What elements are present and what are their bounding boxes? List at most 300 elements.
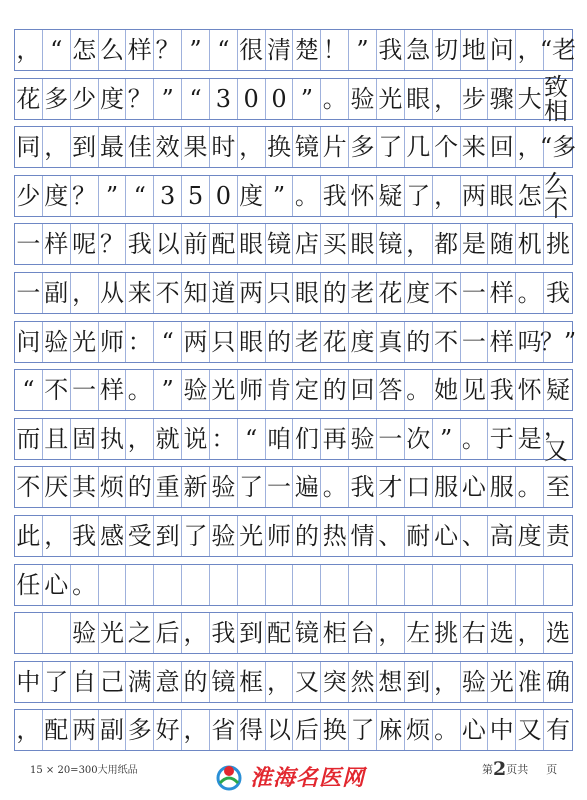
grid-cell: 镜 — [377, 224, 405, 264]
grid-cell: 样 — [126, 30, 154, 70]
grid-cell: 突 — [321, 662, 349, 702]
grid-cell: 是 — [516, 419, 544, 459]
grid-cell: 么 — [99, 30, 127, 70]
grid-cell: 于 — [488, 419, 516, 459]
grid-cell: “ — [182, 79, 210, 119]
grid-cell: 厌 — [43, 467, 71, 507]
grid-cell: 选 — [545, 619, 570, 648]
grid-cell: ， — [71, 273, 99, 313]
grid-cell: 花 — [377, 273, 405, 313]
grid-cell: 配 — [266, 613, 294, 653]
grid-cell: 不 — [43, 370, 71, 410]
grid-cell: 来 — [126, 273, 154, 313]
grid-cell: ， — [266, 662, 294, 702]
grid-cell: ，又 — [544, 412, 569, 465]
grid-cell: 疑 — [377, 176, 405, 216]
grid-cell: 有 — [545, 716, 570, 745]
grid-cell: 0 — [238, 79, 266, 119]
grid-cell: 心 — [461, 710, 489, 750]
grid-cell: 切 — [433, 30, 461, 70]
grid-cell: 满 — [126, 662, 154, 702]
grid-cell: 了 — [43, 662, 71, 702]
grid-cell: 。 — [405, 370, 433, 410]
grid-cell: 情 — [349, 516, 377, 556]
grid-cell: 回 — [349, 370, 377, 410]
grid-cell: 到 — [71, 127, 99, 167]
grid-cell — [210, 565, 238, 605]
grid-cell: 一 — [266, 467, 294, 507]
grid-cell: 重 — [154, 467, 182, 507]
grid-cell: 此 — [15, 516, 43, 556]
page-indicator — [482, 758, 557, 780]
grid-cell: 镜 — [210, 662, 238, 702]
grid-cell — [266, 565, 294, 605]
grid-cell: ， — [516, 127, 544, 167]
grid-cell: 固 — [71, 419, 99, 459]
grid-cell: 验 — [182, 370, 210, 410]
grid-row — [14, 709, 573, 751]
grid-cell: 眼 — [488, 176, 516, 216]
grid-cell: 师 — [266, 516, 294, 556]
grid-cell: “ — [15, 370, 43, 410]
grid-cell: 时 — [210, 127, 238, 167]
grid-cell: 口 — [405, 467, 433, 507]
grid-cell: 验 — [210, 516, 238, 556]
grid-cell: 遍 — [293, 467, 321, 507]
grid-cell: 。 — [516, 273, 544, 313]
grid-cell: 多 — [43, 79, 71, 119]
grid-cell: 来 — [461, 127, 489, 167]
grid-cell: 的 — [405, 322, 433, 362]
grid-cell: 怎 — [71, 30, 99, 70]
grid-cell: 后 — [154, 613, 182, 653]
grid-cell: 。 — [321, 467, 349, 507]
grid-cell: 准 — [516, 662, 544, 702]
grid-cell: 一 — [377, 419, 405, 459]
grid-row — [14, 29, 577, 71]
grid-cell: 镜 — [266, 224, 294, 264]
grid-cell: ： — [210, 419, 238, 459]
grid-cell: ， — [43, 127, 71, 167]
grid-cell: 0 — [266, 79, 294, 119]
grid-cell: ！ — [321, 30, 349, 70]
grid-cell: ” — [349, 30, 377, 70]
grid-cell: 验 — [43, 322, 71, 362]
grid-cell: 她 — [433, 370, 461, 410]
grid-cell: 少 — [71, 79, 99, 119]
grid-cell: 只 — [210, 322, 238, 362]
grid-cell: 急 — [405, 30, 433, 70]
grid-cell: 镜 — [293, 127, 321, 167]
grid-cell: 换 — [321, 710, 349, 750]
grid-cell: 两 — [182, 322, 210, 362]
grid-cell: 不 — [433, 322, 461, 362]
grid-cell: 不 — [154, 273, 182, 313]
grid-cell: 光 — [210, 370, 238, 410]
grid-cell: 的 — [266, 322, 294, 362]
grid-cell: 验 — [349, 79, 377, 119]
grid-cell: 致相 — [544, 72, 569, 125]
grid-cell: 3 — [210, 79, 238, 119]
grid-cell: 验 — [71, 613, 99, 653]
grid-cell: 了 — [238, 467, 266, 507]
grid-cell: 服 — [433, 467, 461, 507]
grid-cell: 后 — [293, 710, 321, 750]
grid-cell: 镜 — [293, 613, 321, 653]
grid-cell: 果 — [182, 127, 210, 167]
grid-cell: 的 — [321, 370, 349, 410]
grid-cell: ， — [405, 224, 433, 264]
grid-row — [14, 515, 573, 557]
grid-cell: 老 — [293, 322, 321, 362]
grid-cell: 师 — [238, 370, 266, 410]
grid-cell: 挑 — [433, 613, 461, 653]
grid-cell: 度 — [43, 176, 71, 216]
grid-row — [14, 272, 573, 314]
grid-cell: 吗 — [516, 322, 544, 362]
grid-cell: 不 — [15, 467, 43, 507]
grid-cell: 且 — [43, 419, 71, 459]
grid-cell: 新 — [182, 467, 210, 507]
grid-cell: 换 — [266, 127, 294, 167]
grid-cell: 、 — [461, 516, 489, 556]
grid-cell: “ — [126, 176, 154, 216]
grid-cell: 的 — [126, 467, 154, 507]
grid-cell: 呢 — [71, 224, 99, 264]
grid-cell: 样 — [43, 224, 71, 264]
grid-cell: ” — [293, 79, 321, 119]
grid-cell: “ — [210, 30, 238, 70]
grid-cell: 选 — [488, 613, 516, 653]
grid-cell: 又 — [516, 710, 544, 750]
grid-cell: 眼 — [349, 224, 377, 264]
grid-cell: ， — [516, 613, 544, 653]
grid-cell: 样 — [99, 370, 127, 410]
grid-cell: 心 — [43, 565, 71, 605]
grid-cell: 我 — [545, 279, 570, 307]
grid-cell: ， — [433, 662, 461, 702]
grid-cell: 两 — [238, 273, 266, 313]
grid-cell: 是 — [461, 224, 489, 264]
grid-cell: 随 — [488, 224, 516, 264]
grid-cell: 问 — [488, 30, 516, 70]
grid-cell: 度 — [516, 516, 544, 556]
grid-cell: 了 — [377, 127, 405, 167]
grid-cell: 光 — [99, 613, 127, 653]
grid-cell: 从 — [99, 273, 127, 313]
grid-cell: ， — [15, 30, 43, 70]
grid-cell: ， — [433, 79, 461, 119]
grid-cell: 框 — [238, 662, 266, 702]
grid-cell: 怀 — [349, 176, 377, 216]
grid-cell — [293, 565, 321, 605]
grid-cell: ？” — [539, 327, 577, 356]
grid-cell: 验 — [461, 662, 489, 702]
grid-cell: 很 — [238, 30, 266, 70]
grid-row — [14, 466, 573, 508]
grid-row — [14, 72, 573, 125]
grid-cell: 确 — [545, 667, 570, 696]
grid-cell: ， — [238, 127, 266, 167]
grid-cell — [126, 565, 154, 605]
grid-cell: 配 — [210, 224, 238, 264]
grid-cell: ， — [15, 710, 43, 750]
page-prefix: 第 — [482, 763, 493, 776]
grid-cell: ： — [126, 322, 154, 362]
grid-cell: 光 — [377, 79, 405, 119]
page-number: 2 — [493, 758, 507, 780]
grid-cell: 一 — [71, 370, 99, 410]
grid-cell: 两 — [71, 710, 99, 750]
grid-cell: 责 — [545, 522, 570, 550]
grid-cell — [516, 565, 544, 605]
page-mid: 页共 — [506, 763, 529, 776]
grid-cell: 的 — [293, 516, 321, 556]
grid-cell: 才 — [377, 467, 405, 507]
grid-cell: 得 — [238, 710, 266, 750]
grid-cell: 柜 — [321, 613, 349, 653]
grid-cell: ” — [99, 176, 127, 216]
grid-cell — [349, 565, 377, 605]
grid-cell: 骤 — [488, 79, 516, 119]
grid-row — [14, 369, 573, 411]
grid-cell: 地 — [461, 30, 489, 70]
grid-cell: 意 — [154, 662, 182, 702]
site-watermark — [214, 760, 365, 792]
grid-cell: 其 — [71, 467, 99, 507]
grid-cell: 左 — [405, 613, 433, 653]
grid-cell: 样 — [488, 273, 516, 313]
grid-cell: ， — [43, 516, 71, 556]
grid-row — [14, 661, 573, 703]
grid-cell: 光 — [71, 322, 99, 362]
grid-cell: 楚 — [293, 30, 321, 70]
grid-cell: 任 — [15, 565, 43, 605]
grid-cell: 个 — [433, 127, 461, 167]
grid-cell: 自 — [71, 662, 99, 702]
grid-cell: “ — [154, 322, 182, 362]
grid-cell: 右 — [461, 613, 489, 653]
grid-cell: 麻 — [377, 710, 405, 750]
watermark-logo-icon — [214, 761, 244, 791]
grid-cell: 眼 — [238, 322, 266, 362]
grid-cell: ？ — [99, 224, 127, 264]
grid-cell: 。 — [126, 370, 154, 410]
grid-cell: ， — [433, 176, 461, 216]
grid-cell: 又 — [293, 662, 321, 702]
grid-cell: 两 — [461, 176, 489, 216]
grid-cell: 老 — [349, 273, 377, 313]
grid-cell: 然 — [349, 662, 377, 702]
grid-cell — [15, 613, 43, 653]
grid-cell: 、 — [377, 516, 405, 556]
grid-cell: 到 — [238, 613, 266, 653]
grid-cell: 我 — [349, 467, 377, 507]
grid-cell: ” — [154, 370, 182, 410]
grid-cell: 副 — [43, 273, 71, 313]
grid-cell — [321, 565, 349, 605]
grid-cell — [405, 565, 433, 605]
grid-cell: 我 — [126, 224, 154, 264]
grid-cell: 几 — [405, 127, 433, 167]
grid-cell: ？ — [154, 30, 182, 70]
grid-cell: 真 — [377, 322, 405, 362]
grid-cell: 心 — [461, 467, 489, 507]
grid-cell: 。 — [461, 419, 489, 459]
grid-cell: 肯 — [266, 370, 294, 410]
grid-cell — [461, 565, 489, 605]
grid-cell: 我 — [321, 176, 349, 216]
grid-cell: ？ — [126, 79, 154, 119]
grid-cell: “老 — [539, 36, 577, 64]
grid-row — [14, 169, 573, 222]
grid-cell — [238, 565, 266, 605]
grid-cell: ， — [377, 613, 405, 653]
grid-cell: 烦 — [405, 710, 433, 750]
grid-cell: 的 — [182, 662, 210, 702]
grid-cell — [182, 565, 210, 605]
grid-cell: 感 — [99, 516, 127, 556]
grid-cell: ， — [182, 613, 210, 653]
watermark-text: 淮海名医网 — [250, 765, 366, 791]
grid-cell: 一 — [461, 273, 489, 313]
grid-cell: 。 — [71, 565, 99, 605]
grid-cell: 问 — [15, 322, 43, 362]
grid-row — [14, 564, 573, 606]
page-suffix: 页 — [546, 763, 558, 776]
grid-cell: 中 — [15, 662, 43, 702]
grid-row — [14, 412, 573, 465]
grid-cell: 知 — [182, 273, 210, 313]
grid-cell: 。 — [433, 710, 461, 750]
grid-cell: 就 — [154, 419, 182, 459]
grid-cell: 我 — [210, 613, 238, 653]
grid-cell: 心 — [433, 516, 461, 556]
grid-cell: 清 — [266, 30, 294, 70]
grid-cell: 们 — [293, 419, 321, 459]
grid-cell: 而 — [15, 419, 43, 459]
grid-cell: 效 — [154, 127, 182, 167]
paper-spec-label: 15 × 20=300大用纸品 — [30, 765, 138, 776]
grid-cell: 了 — [405, 176, 433, 216]
grid-cell: 的 — [321, 273, 349, 313]
grid-row — [14, 126, 577, 168]
grid-cell: 机 — [516, 224, 544, 264]
grid-cell — [43, 613, 71, 653]
grid-cell: 5 — [182, 176, 210, 216]
grid-cell: 挑 — [545, 230, 570, 259]
grid-cell: 花 — [15, 79, 43, 119]
grid-cell: 之 — [126, 613, 154, 653]
grid-cell: 一 — [461, 322, 489, 362]
grid-cell: 了 — [349, 710, 377, 750]
grid-cell: 大 — [516, 79, 544, 119]
grid-cell: 同 — [15, 127, 43, 167]
grid-cell: 。 — [321, 79, 349, 119]
grid-cell: 步 — [461, 79, 489, 119]
grid-cell: 少 — [15, 176, 43, 216]
grid-cell: 么不 — [544, 169, 569, 222]
grid-cell: 到 — [405, 662, 433, 702]
grid-cell: 想 — [377, 662, 405, 702]
grid-cell: 一 — [15, 224, 43, 264]
grid-cell: 不 — [433, 273, 461, 313]
grid-cell: 己 — [99, 662, 127, 702]
grid-cell: 好 — [154, 710, 182, 750]
grid-cell: 了 — [182, 516, 210, 556]
grid-cell: 说 — [182, 419, 210, 459]
grid-cell: 验 — [349, 419, 377, 459]
grid-cell: “ — [43, 30, 71, 70]
grid-cell: ” — [154, 79, 182, 119]
grid-cell: 热 — [321, 516, 349, 556]
grid-cell: 店 — [293, 224, 321, 264]
grid-cell: 佳 — [126, 127, 154, 167]
grid-cell: 一 — [15, 273, 43, 313]
grid-cell: 度 — [238, 176, 266, 216]
grid-cell: 花 — [321, 322, 349, 362]
grid-cell: 片 — [321, 127, 349, 167]
grid-cell: 定 — [293, 370, 321, 410]
grid-cell: 到 — [154, 516, 182, 556]
grid-cell: 服 — [488, 467, 516, 507]
grid-cell: 咱 — [266, 419, 294, 459]
grid-cell: 我 — [71, 516, 99, 556]
grid-row — [14, 223, 573, 265]
grid-cell: 疑 — [545, 376, 570, 405]
grid-cell: 耐 — [405, 516, 433, 556]
grid-cell: 光 — [238, 516, 266, 556]
grid-cell: 最 — [99, 127, 127, 167]
grid-cell: 光 — [488, 662, 516, 702]
grid-cell: 3 — [154, 176, 182, 216]
grid-cell: ” — [433, 419, 461, 459]
grid-cell — [377, 565, 405, 605]
grid-cell: 只 — [266, 273, 294, 313]
grid-cell: 受 — [126, 516, 154, 556]
grid-cell: 高 — [488, 516, 516, 556]
grid-cell: 多 — [126, 710, 154, 750]
grid-cell: 执 — [99, 419, 127, 459]
grid-cell: 次 — [405, 419, 433, 459]
grid-cell: ， — [516, 30, 544, 70]
grid-cell: 台 — [349, 613, 377, 653]
grid-cell: 以 — [266, 710, 294, 750]
grid-cell: 见 — [461, 370, 489, 410]
grid-cell: 0 — [210, 176, 238, 216]
grid-row — [14, 612, 573, 654]
grid-cell: ， — [182, 710, 210, 750]
grid-cell — [99, 565, 127, 605]
grid-cell: 怎 — [516, 176, 544, 216]
grid-cell: 。 — [293, 176, 321, 216]
grid-cell: 副 — [99, 710, 127, 750]
grid-cell: ” — [182, 30, 210, 70]
grid-cell: 眼 — [238, 224, 266, 264]
grid-cell: “多 — [539, 133, 577, 162]
grid-cell: 眼 — [405, 79, 433, 119]
grid-cell: 再 — [321, 419, 349, 459]
grid-cell: 度 — [99, 79, 127, 119]
grid-cell — [433, 565, 461, 605]
grid-cell: 中 — [488, 710, 516, 750]
grid-row — [14, 321, 577, 363]
grid-cell: 样 — [488, 322, 516, 362]
grid-cell — [154, 565, 182, 605]
grid-cell: ” — [266, 176, 294, 216]
grid-cell: 眼 — [293, 273, 321, 313]
grid-cell: 怀 — [516, 370, 544, 410]
